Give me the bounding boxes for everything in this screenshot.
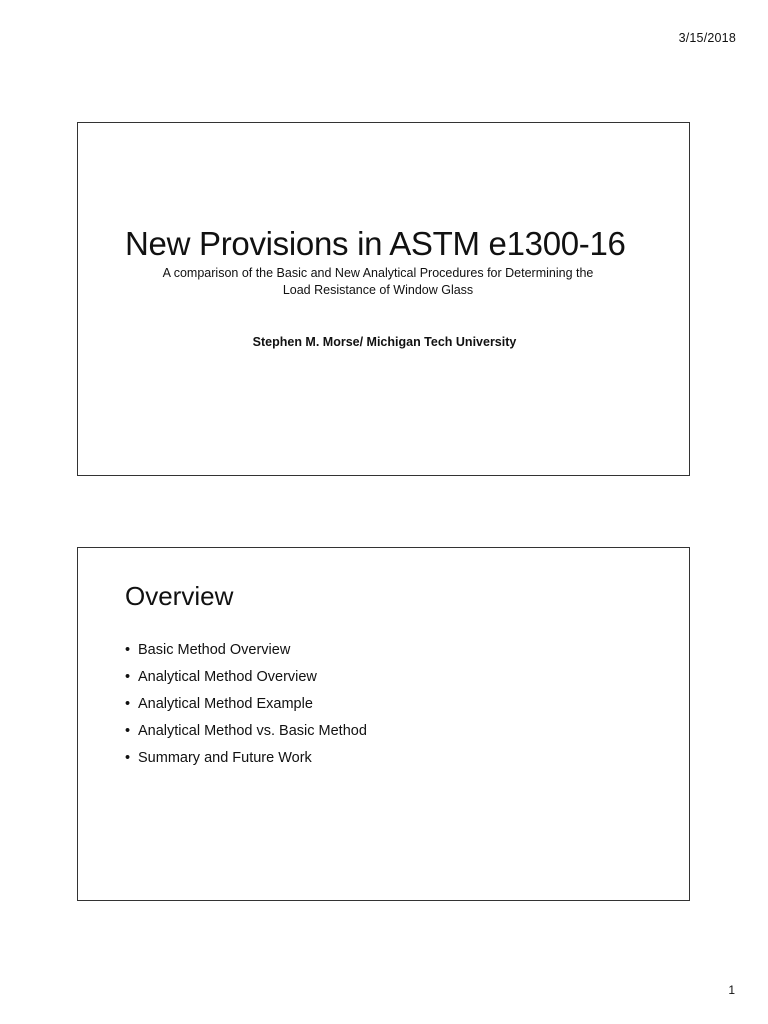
page-number: 1 [728, 983, 735, 997]
bullet-icon: • [125, 723, 131, 739]
bullet-text: Analytical Method Example [138, 696, 313, 712]
bullet-text: Basic Method Overview [138, 642, 291, 658]
bullet-text: Analytical Method vs. Basic Method [138, 723, 367, 739]
list-item [125, 723, 367, 750]
list-item [125, 669, 367, 696]
bullet-icon: • [125, 642, 131, 658]
list-item [125, 642, 367, 669]
bullet-icon: • [125, 750, 131, 766]
bullet-icon: • [125, 696, 131, 712]
print-date: 3/15/2018 [678, 31, 736, 45]
bullet-text: Analytical Method Overview [138, 669, 317, 685]
list-item [125, 750, 367, 777]
subtitle-line-1: A comparison of the Basic and New Analytical Procedures for Determining the [162, 266, 594, 280]
list-item [125, 696, 367, 723]
subtitle-line-2: Load Resistance of Window Glass [282, 283, 474, 297]
overview-bullet-list [125, 642, 367, 777]
overview-title: Overview [125, 581, 234, 611]
author-line: Stephen M. Morse/ Michigan Tech University [252, 335, 517, 349]
slide-title-page [77, 122, 690, 476]
slide-title: New Provisions in ASTM e1300-16 [125, 225, 626, 262]
bullet-text: Summary and Future Work [138, 750, 312, 766]
slide-subtitle [118, 265, 638, 299]
slide-overview [77, 547, 690, 901]
bullet-icon: • [125, 669, 131, 685]
